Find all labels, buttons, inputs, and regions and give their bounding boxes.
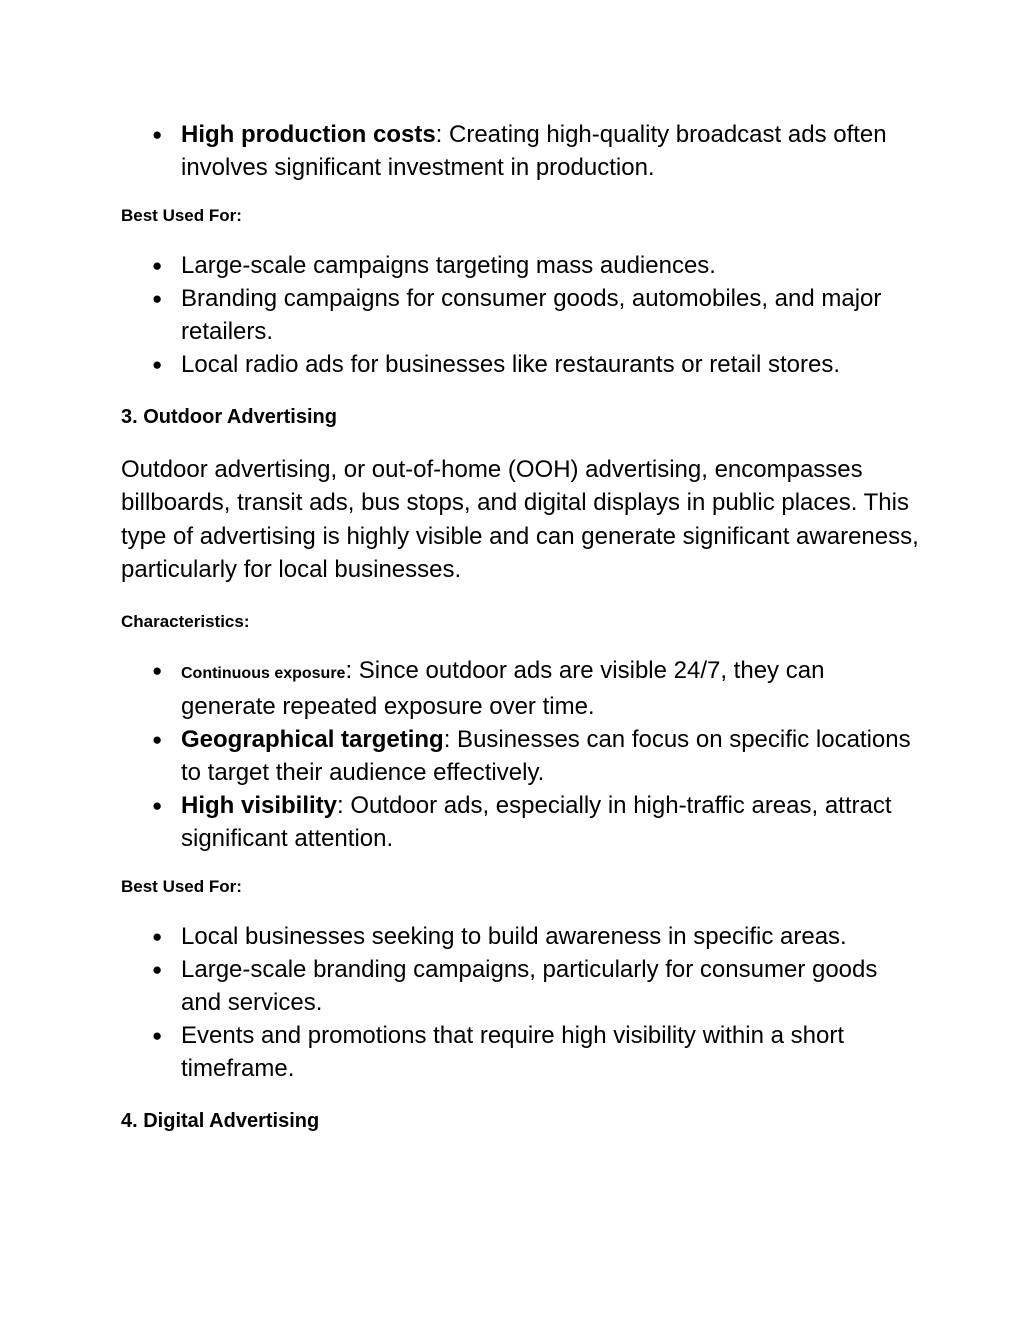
best-used-for-heading: Best Used For: [121,876,242,896]
list-item [181,789,924,855]
bullet-term: Continuous exposure [181,664,346,682]
best-used-for-heading: Best Used For: [121,206,242,225]
list-item: ● Events and promotions that require high visibility within a short timeframe. [181,1019,924,1085]
outdoor-best-used-for-list [121,920,924,1085]
bullet-term: High production costs [181,121,436,148]
list-item [181,118,924,184]
bullet-text: : Businesses can focus on specific locations to target their audience effectively. [181,725,911,786]
outdoor-paragraph: Outdoor advertising, or out-of-home (OOH) advertising, encompasses billboards, transit ads, bus stops, and digital displays in public places. This type of advertising is highly visible and can generate significant awareness, particularly for local businesses. [121,456,919,584]
characteristics-list [121,654,924,855]
list-item: ● Local businesses seeking to build awareness in specific areas. [181,920,924,953]
list-item: ● Local radio ads for businesses like restaurants or retail stores. [181,348,924,381]
list-item: ● Large-scale branding campaigns, particularly for consumer goods and services. [181,953,924,1019]
list-item [181,723,924,789]
list-item: ● Branding campaigns for consumer goods, automobiles, and major retailers. [181,282,924,348]
production-costs-list [121,118,924,184]
list-item: ● Large-scale campaigns targeting mass audiences. [181,249,924,282]
section-heading-digital: 4. Digital Advertising [121,1109,320,1132]
section-heading-outdoor: 3. Outdoor Advertising [121,406,337,428]
bullet-text: : Since outdoor ads are visible 24/7, they can generate repeated exposure over time. [181,656,825,720]
bullet-term: High visibility [181,791,338,819]
bullet-text: : Outdoor ads, especially in high-traffic areas, attract significant attention. [181,791,892,852]
best-used-for-list [121,249,924,381]
characteristics-heading: Characteristics: [121,611,250,631]
bullet-term: Geographical targeting [181,725,444,753]
list-item [181,654,924,723]
bullet-text: : Creating high-quality broadcast ads often involves significant investment in production. [181,121,887,181]
